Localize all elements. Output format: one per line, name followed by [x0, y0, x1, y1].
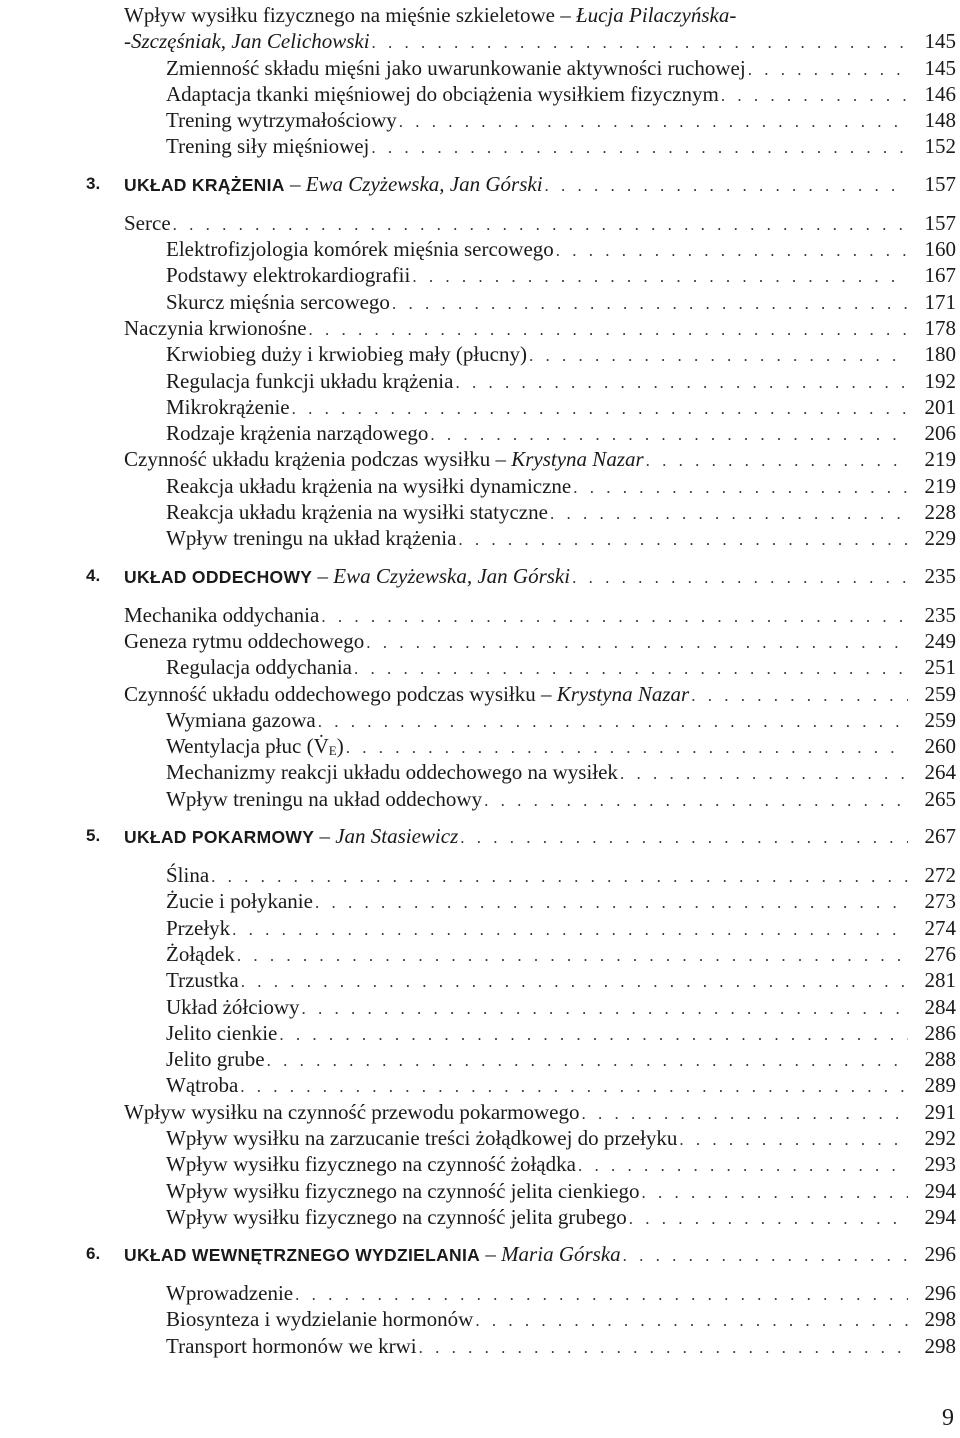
- dot-leader: [366, 630, 908, 656]
- entry-author: Maria Górska: [501, 1242, 621, 1267]
- toc-entry: [166, 1151, 960, 1177]
- toc-chapter-entry: [86, 561, 960, 591]
- toc-entry: [166, 967, 960, 993]
- toc-entry: [166, 289, 960, 315]
- entry-page-number: 264: [924, 760, 956, 785]
- entry-title: Wentylacja płuc (V̇E): [166, 734, 344, 759]
- entry-title: Wpływ treningu na układ krążenia: [166, 526, 457, 551]
- entry-page-number: 229: [924, 526, 956, 551]
- entry-page-number: 259: [924, 681, 956, 706]
- entry-page-number: 293: [924, 1152, 956, 1177]
- dot-leader: [430, 422, 908, 448]
- dot-leader: [629, 1206, 908, 1232]
- entry-page-number: 249: [924, 628, 956, 653]
- entry-title: Wątroba: [166, 1073, 239, 1098]
- entry-title: Mikrokrążenie: [166, 394, 290, 419]
- entry-title: Wpływ wysiłku fizycznego na czynność żołądka: [166, 1152, 576, 1177]
- entry-title: UKŁAD ODDECHOWY – Ewa Czyżewska, Jan Górski: [124, 563, 571, 588]
- entry-page-number: 273: [924, 889, 956, 914]
- entry-title: Transport hormonów we krwi: [166, 1333, 417, 1358]
- dot-leader: [399, 109, 908, 135]
- entry-author: Łucja Pilaczyńska-: [575, 3, 737, 27]
- entry-title: Wpływ wysiłku fizycznego na czynność jelita grubego: [166, 1204, 627, 1229]
- dot-leader: [620, 761, 908, 787]
- dot-leader: [371, 135, 908, 161]
- entry-page-number: 180: [924, 342, 956, 367]
- toc-entry: [166, 368, 960, 394]
- entry-title: UKŁAD WEWNĘTRZNEGO WYDZIELANIA – Maria Górska: [124, 1242, 621, 1267]
- entry-title: Ślina: [166, 863, 210, 888]
- dot-leader: [295, 1282, 908, 1308]
- entry-page-number: 294: [924, 1178, 956, 1203]
- entry-title: UKŁAD KRĄŻENIA – Ewa Czyżewska, Jan Górski: [124, 171, 543, 196]
- entry-title: Jelito cienkie: [166, 1020, 278, 1045]
- dot-leader: [279, 1022, 908, 1048]
- entry-title: Wpływ wysiłku na zarzucanie treści żołądkowej do przełyku: [166, 1125, 678, 1150]
- dot-leader: [556, 238, 908, 264]
- dot-leader: [372, 30, 908, 56]
- toc-entry: [166, 1306, 960, 1332]
- toc-entry: [166, 862, 960, 888]
- entry-page-number: 274: [924, 915, 956, 940]
- toc-entry: [166, 55, 960, 81]
- toc-entry: [166, 1333, 960, 1359]
- dot-leader: [642, 1180, 908, 1206]
- chapter-number: 3.: [86, 173, 101, 193]
- dot-leader: [573, 475, 908, 501]
- entry-page-number: 219: [924, 473, 956, 498]
- toc-entry: [124, 681, 960, 707]
- entry-page-number: 192: [924, 368, 956, 393]
- toc-entry: [166, 786, 960, 812]
- toc-entry: [166, 394, 960, 420]
- toc-entry: [166, 525, 960, 551]
- entry-title: Naczynia krwionośne: [124, 315, 307, 340]
- entry-page-number: 251: [924, 655, 956, 680]
- dot-leader: [458, 527, 908, 553]
- entry-page-number: 298: [924, 1307, 956, 1332]
- toc-entry: [124, 210, 960, 236]
- entry-title: Wpływ wysiłku na czynność przewodu pokarmowego: [124, 1099, 580, 1124]
- toc-entry: [166, 733, 960, 759]
- entry-page-number: 157: [924, 171, 956, 196]
- toc-entry: [166, 420, 960, 446]
- dot-leader: [354, 656, 908, 682]
- entry-page-number: 289: [924, 1073, 956, 1098]
- entry-page-number: 148: [924, 108, 956, 133]
- entry-title: Reakcja układu krążenia na wysiłki dynamiczne: [166, 473, 572, 498]
- toc-entry: [124, 0, 960, 28]
- entry-page-number: 281: [924, 968, 956, 993]
- entry-page-number: 201: [924, 394, 956, 419]
- dot-leader: [392, 291, 908, 317]
- entry-page-number: 145: [924, 55, 956, 80]
- entry-title: Podstawy elektrokardiografii: [166, 263, 411, 288]
- toc-entry: [166, 236, 960, 262]
- dot-leader: [455, 370, 908, 396]
- entry-page-number: 167: [924, 263, 956, 288]
- dot-leader: [578, 1153, 908, 1179]
- dot-leader: [346, 735, 908, 761]
- entry-page-number: 259: [924, 707, 956, 732]
- dot-leader: [545, 171, 908, 201]
- toc-entry: [166, 654, 960, 680]
- toc-entry: [166, 707, 960, 733]
- toc-entry: [124, 315, 960, 341]
- entry-title: Wpływ wysiłku fizycznego na mięśnie szkieletowe – Łucja Pilaczyńska-: [124, 3, 737, 27]
- dot-leader: [691, 683, 908, 709]
- entry-title: Zmienność składu mięśni jako uwarunkowanie aktywności ruchowej: [166, 55, 746, 80]
- dot-leader: [475, 1308, 908, 1334]
- dot-leader: [646, 448, 908, 474]
- entry-title: Geneza rytmu oddechowego: [124, 628, 365, 653]
- entry-title: Skurcz mięśnia sercowego: [166, 289, 390, 314]
- entry-title: Wymiana gazowa: [166, 707, 316, 732]
- entry-page-number: 291: [924, 1099, 956, 1124]
- dot-leader: [302, 996, 908, 1022]
- entry-title: Czynność układu oddechowego podczas wysiłku – Krystyna Nazar: [124, 681, 690, 706]
- entry-title: Regulacja oddychania: [166, 655, 353, 680]
- entry-page-number: 219: [924, 447, 956, 472]
- entry-title: Biosynteza i wydzielanie hormonów: [166, 1307, 474, 1332]
- toc-chapter-entry: [86, 1239, 960, 1269]
- entry-author: Krystyna Nazar: [556, 681, 690, 706]
- dot-leader: [721, 83, 908, 109]
- entry-page-number: 152: [924, 134, 956, 159]
- entry-author: Ewa Czyżewska, Jan Górski: [305, 171, 543, 196]
- entry-page-number: 228: [924, 500, 956, 525]
- dot-leader: [748, 57, 908, 83]
- entry-page-number: 178: [924, 315, 956, 340]
- toc-entry: [166, 262, 960, 288]
- dot-leader: [679, 1127, 908, 1153]
- dot-leader: [211, 864, 908, 890]
- toc-entry: [166, 994, 960, 1020]
- entry-title: Trening siły mięśniowej: [166, 134, 370, 159]
- toc-entry: [166, 888, 960, 914]
- toc-entry: [166, 1178, 960, 1204]
- dot-leader: [237, 943, 908, 969]
- entry-title: [124, 28, 370, 54]
- toc-entry: [166, 81, 960, 107]
- dot-leader: [241, 969, 908, 995]
- entry-author: Jan Stasiewicz: [335, 824, 459, 849]
- dot-leader: [460, 823, 908, 853]
- entry-page-number: 272: [924, 863, 956, 888]
- toc-entry: [166, 133, 960, 159]
- toc-entry: [166, 759, 960, 785]
- dot-leader: [623, 1241, 908, 1271]
- entry-page-number: 294: [924, 1204, 956, 1229]
- toc-entry: [166, 915, 960, 941]
- toc-entry: [166, 1125, 960, 1151]
- dot-leader: [309, 317, 908, 343]
- dot-leader: [581, 1101, 908, 1127]
- entry-title: Jelito grube: [166, 1047, 265, 1072]
- dot-leader: [419, 1335, 908, 1361]
- toc-entry: [166, 1280, 960, 1306]
- entry-page-number: 160: [924, 237, 956, 262]
- entry-title: Trening wytrzymałościowy: [166, 108, 397, 133]
- entry-page-number: 276: [924, 941, 956, 966]
- entry-title: Układ żółciowy: [166, 994, 300, 1019]
- toc-entry: [124, 28, 960, 54]
- entry-title: Elektrofizjologia komórek mięśnia sercowego: [166, 237, 554, 262]
- toc-entry: [166, 1072, 960, 1098]
- entry-page-number: 171: [924, 289, 956, 314]
- dot-leader: [550, 501, 908, 527]
- toc-entry: [166, 1020, 960, 1046]
- entry-title: Przełyk: [166, 915, 231, 940]
- entry-page-number: 296: [924, 1281, 956, 1306]
- entry-page-number: 296: [924, 1242, 956, 1267]
- toc-entry: [166, 1046, 960, 1072]
- entry-title: Wprowadzenie: [166, 1281, 294, 1306]
- toc-entry: [166, 341, 960, 367]
- dot-leader: [529, 343, 908, 369]
- entry-page-number: 206: [924, 421, 956, 446]
- dot-leader: [321, 604, 908, 630]
- entry-page-number: 235: [924, 602, 956, 627]
- entry-title: Rodzaje krążenia narządowego: [166, 421, 429, 446]
- toc-entry: [166, 941, 960, 967]
- entry-author: -Szczęśniak, Jan Celichowski: [124, 29, 370, 54]
- entry-title: Serce: [124, 210, 171, 235]
- dot-leader: [572, 563, 908, 593]
- entry-page-number: 292: [924, 1125, 956, 1150]
- entry-author: Ewa Czyżewska, Jan Górski: [333, 563, 571, 588]
- entry-title: Krwiobieg duży i krwiobieg mały (płucny): [166, 342, 527, 367]
- entry-title: Wpływ wysiłku fizycznego na czynność jelita cienkiego: [166, 1178, 640, 1203]
- entry-title: Trzustka: [166, 968, 239, 993]
- entry-page-number: 288: [924, 1047, 956, 1072]
- entry-page-number: 265: [924, 786, 956, 811]
- dot-leader: [232, 917, 908, 943]
- entry-page-number: 146: [924, 81, 956, 106]
- entry-title: Czynność układu krążenia podczas wysiłku – Krystyna Nazar: [124, 447, 644, 472]
- toc-entry: [166, 499, 960, 525]
- entry-title: Adaptacja tkanki mięśniowej do obciążenia wysiłkiem fizycznym: [166, 81, 719, 106]
- entry-page-number: 260: [924, 734, 956, 759]
- toc-entry: [166, 473, 960, 499]
- entry-title: UKŁAD POKARMOWY – Jan Stasiewicz: [124, 824, 459, 849]
- entry-page-number: 284: [924, 994, 956, 1019]
- entry-page-number: 286: [924, 1020, 956, 1045]
- entry-page-number: 145: [924, 29, 956, 54]
- dot-leader: [315, 890, 908, 916]
- toc-entry: [124, 1099, 960, 1125]
- dot-leader: [240, 1074, 908, 1100]
- toc-chapter-entry: [86, 821, 960, 851]
- entry-author: Krystyna Nazar: [511, 447, 644, 472]
- toc-entry: [166, 1204, 960, 1230]
- entry-title: Wpływ treningu na układ oddechowy: [166, 786, 483, 811]
- toc-entry: [166, 107, 960, 133]
- dot-leader: [412, 264, 908, 290]
- toc-chapter-entry: [86, 169, 960, 199]
- entry-title: Żołądek: [166, 941, 235, 966]
- entry-title: Reakcja układu krążenia na wysiłki statyczne: [166, 500, 548, 525]
- entry-page-number: 235: [924, 563, 956, 588]
- chapter-number: 4.: [86, 565, 101, 585]
- entry-title: Żucie i połykanie: [166, 889, 313, 914]
- dot-leader: [484, 788, 908, 814]
- chapter-number: 5.: [86, 826, 101, 846]
- entry-title: Mechanika oddychania: [124, 602, 320, 627]
- entry-title: Mechanizmy reakcji układu oddechowego na wysiłek: [166, 760, 618, 785]
- entry-page-number: 298: [924, 1333, 956, 1358]
- toc-entry: [124, 628, 960, 654]
- dot-leader: [267, 1048, 908, 1074]
- entry-page-number: 157: [924, 210, 956, 235]
- dot-leader: [173, 212, 908, 238]
- dot-leader: [292, 396, 908, 422]
- toc-entry: [124, 602, 960, 628]
- page-number: 9: [942, 1405, 954, 1431]
- chapter-number: 6.: [86, 1244, 101, 1264]
- dot-leader: [318, 709, 908, 735]
- toc-entry: [124, 446, 960, 472]
- entry-title: Regulacja funkcji układu krążenia: [166, 368, 454, 393]
- entry-page-number: 267: [924, 824, 956, 849]
